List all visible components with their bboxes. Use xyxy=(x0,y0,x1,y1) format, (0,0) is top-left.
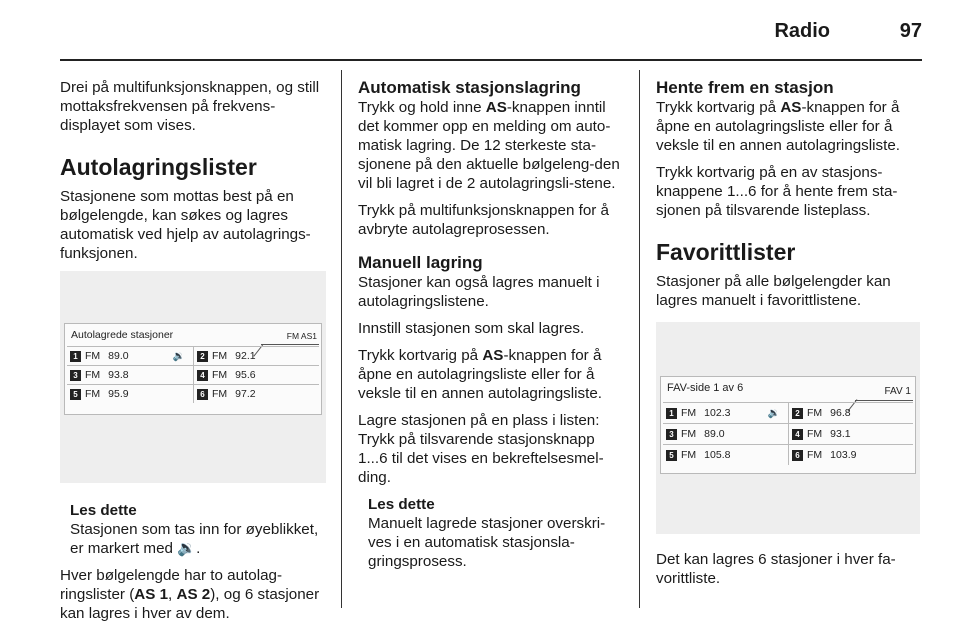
station-cell: 4 FM 95.6 xyxy=(193,365,319,384)
station-cell: 4 FM 93.1 xyxy=(788,423,913,444)
station-frequency: 103.9 xyxy=(830,449,857,461)
station-frequency: 95.6 xyxy=(235,369,256,381)
speaker-icon: 🔉 xyxy=(767,407,780,419)
station-cell: 1 FM 89.0 🔉 xyxy=(67,346,193,365)
station-number: 3 xyxy=(666,429,677,440)
station-frequency: 97.2 xyxy=(235,388,256,400)
heading-manuell-lagring: Manuell lagring xyxy=(358,253,483,272)
screen-list-tag: FM AS1 xyxy=(286,331,317,341)
column-middle xyxy=(358,78,628,579)
radio-display xyxy=(660,376,916,474)
station-frequency: 105.8 xyxy=(704,449,731,461)
page-number: 97 xyxy=(899,20,922,42)
column-right xyxy=(656,78,922,596)
station-frequency: 93.1 xyxy=(830,428,851,440)
station-grid xyxy=(663,402,913,465)
note-box xyxy=(70,501,326,558)
station-frequency: 89.0 xyxy=(704,428,725,440)
station-cell: 1 FM 102.3 🔉 xyxy=(663,402,788,423)
paragraph: Trykk kortvarig på en av stasjons-knappene 1...6 for å hente frem sta-sjonen på tilsvarende listeplass. xyxy=(656,164,898,219)
station-number: 3 xyxy=(70,370,81,381)
station-number: 4 xyxy=(792,429,803,440)
station-number: 6 xyxy=(792,450,803,461)
heading-favorittlister: Favorittlister xyxy=(656,239,796,265)
paragraph: Lagre stasjonen på en plass i listen: Trykk på tilsvarende stasjonsknapp 1...6 til det vises en bekreftelsesmel-ding. xyxy=(358,412,604,486)
station-frequency: 89.0 xyxy=(108,350,129,362)
note-text: Stasjonen som tas inn for øyeblikket, er markert med 🔉. xyxy=(70,521,319,557)
station-number: 2 xyxy=(197,351,208,362)
station-number: 2 xyxy=(792,408,803,419)
speaker-icon: 🔉 xyxy=(172,350,185,362)
station-cell: 3 FM 93.8 xyxy=(67,365,193,384)
paragraph: Trykk kortvarig på AS-knappen for å åpne en autolagringsliste eller for å veksle til en annen autolagringsliste. xyxy=(358,347,602,402)
station-cell: 3 FM 89.0 xyxy=(663,423,788,444)
paragraph: Trykk kortvarig på AS-knappen for å åpne en autolagringsliste eller for å veksle til en annen autolagringsliste. xyxy=(656,99,900,154)
column-left xyxy=(60,78,326,631)
station-number: 6 xyxy=(197,389,208,400)
paragraph: Hver bølgelengde har to autolag-ringslister (AS 1, AS 2), og 6 stasjoner kan lagres i hver av dem. xyxy=(60,567,320,622)
column-divider xyxy=(341,70,342,608)
paragraph: Trykk og hold inne AS-knappen inntil det kommer opp en melding om auto-matisk lagring. De 12 sterkeste sta-sjonene på den aktuelle bølgeleng-den vil bli lagret i de 2 autolagringsli-stene. xyxy=(358,99,620,192)
note-text: Manuelt lagrede stasjoner overskri-ves i en automatisk stasjonsla-gringsprosess. xyxy=(368,515,606,570)
screen-title: FAV-side 1 av 6 xyxy=(667,382,744,394)
autostore-screen-figure xyxy=(60,271,326,483)
page-header xyxy=(60,18,922,58)
station-number: 4 xyxy=(197,370,208,381)
station-number: 5 xyxy=(666,450,677,461)
station-cell: 6 FM 97.2 xyxy=(193,384,319,403)
station-frequency: 96.8 xyxy=(830,407,851,419)
station-number: 1 xyxy=(70,351,81,362)
station-cell: 2 FM 96.8 xyxy=(788,402,913,423)
intro-paragraph: Drei på multifunksjonsknappen, og still mottaksfrekvensen på frekvens-displayet som vises. xyxy=(60,79,320,134)
tag-underline xyxy=(261,344,319,345)
radio-display xyxy=(64,323,322,415)
favourites-screen-figure xyxy=(656,322,920,534)
station-frequency: 92.1 xyxy=(235,350,256,362)
station-cell: 6 FM 103.9 xyxy=(788,444,913,465)
screen-list-tag: FAV 1 xyxy=(884,386,911,397)
station-number: 5 xyxy=(70,389,81,400)
note-title: Les dette xyxy=(70,502,137,519)
station-grid xyxy=(67,346,319,403)
note-box xyxy=(368,495,628,571)
header-divider xyxy=(60,59,922,61)
heading-hente-frem-en-stasjon: Hente frem en stasjon xyxy=(656,78,834,97)
paragraph: Trykk på multifunksjonsknappen for å avbryte autolagreprosessen. xyxy=(358,202,609,238)
paragraph: Stasjoner på alle bølgelengder kan lagres manuelt i favorittlistene. xyxy=(656,273,891,309)
paragraph: Det kan lagres 6 stasjoner i hver fa-vorittliste. xyxy=(656,551,896,587)
heading-automatisk-stasjonslagring: Automatisk stasjonslagring xyxy=(358,78,581,97)
station-cell: 2 FM 92.1 xyxy=(193,346,319,365)
station-frequency: 102.3 xyxy=(704,407,731,419)
section-title: Radio xyxy=(774,20,830,42)
station-frequency: 93.8 xyxy=(108,369,129,381)
heading-autolagringslister: Autolagringslister xyxy=(60,154,257,180)
station-cell: 5 FM 105.8 xyxy=(663,444,788,465)
tag-underline xyxy=(855,400,913,401)
paragraph: Stasjoner kan også lagres manuelt i autolagringslistene. xyxy=(358,274,600,310)
station-frequency: 95.9 xyxy=(108,388,129,400)
column-divider xyxy=(639,70,640,608)
station-number: 1 xyxy=(666,408,677,419)
note-title: Les dette xyxy=(368,496,435,513)
station-cell: 5 FM 95.9 xyxy=(67,384,193,403)
paragraph: Innstill stasjonen som skal lagres. xyxy=(358,320,585,337)
screen-title: Autolagrede stasjoner xyxy=(71,329,174,341)
paragraph: Stasjonene som mottas best på en bølgelengde, kan søkes og lagres automatisk ved hjelp av autolagrings-funksjonen. xyxy=(60,188,311,262)
